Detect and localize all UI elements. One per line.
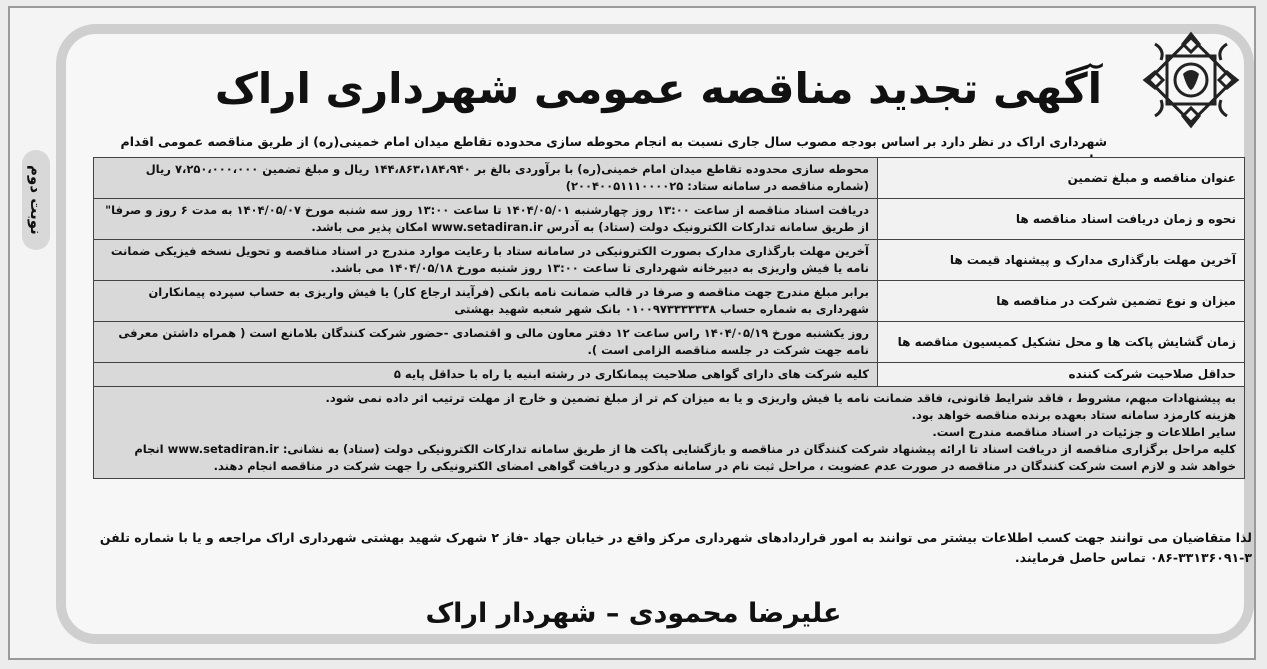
tender-info-table: [93, 157, 1245, 479]
notes-row: [94, 387, 1245, 479]
row-label: عنوان مناقصه و مبلغ تضمین: [878, 158, 1245, 199]
intro-text: شهرداری اراک در نظر دارد بر اساس بودجه مصوب سال جاری نسبت به انجام محوطه سازی محدوده تقاطع میدان امام خمینی(ره) از طریق مناقصه عمومی اقدام: [120, 134, 1107, 149]
row-value: آخرین مهلت بارگذاری مدارک بصورت الکترونیکی در سامانه ستاد با رعایت موارد مندرج در اسناد مناقصه و تحویل نسخه فیزیکی ضمانت نامه یا فیش واریزی به دبیرخانه شهرداری تا ساعت ۱۳:۰۰ روز شنبه مورخ ۱۴۰۴/۰۵/۱۸ می باشد.: [94, 240, 878, 281]
row-label: نحوه و زمان دریافت اسناد مناقصه ها: [878, 199, 1245, 240]
notice-title: آگهی تجدید مناقصه عمومی شهرداری اراک: [214, 64, 1103, 113]
note-item: هزینه کارمزد سامانه ستاد بعهده برنده مناقصه خواهد بود.: [911, 408, 1236, 422]
table-row: [94, 240, 1245, 281]
notes-cell: [94, 387, 1245, 479]
signature: علیرضا محمودی – شهردار اراک: [425, 598, 842, 629]
row-label: آخرین مهلت بارگذاری مدارک و پیشنهاد قیمت ها: [878, 240, 1245, 281]
table-row: [94, 281, 1245, 322]
contact-text: لذا متقاضیان می توانند جهت کسب اطلاعات بیشتر می توانند به امور قراردادهای شهرداری مرکز واقع در خیابان جهاد -فاز ۲ شهرک شهید بهشتی شهرداری اراک مراجعه و یا با شماره تلفن ۳-۳۳۱۳۶۰۹۱-۰۸۶ تماس حاصل فرمایند.: [99, 530, 1252, 565]
table-row: [94, 322, 1245, 363]
note-item: سایر اطلاعات و جزئیات در اسناد مناقصه مندرج است.: [932, 425, 1236, 439]
table-row: [94, 363, 1245, 387]
publication-round-label: نوبت دوم: [22, 150, 50, 250]
row-value: کلیه شرکت های دارای گواهی صلاحیت پیمانکاری در رشته ابنیه یا راه با حداقل پایه ۵: [94, 363, 878, 387]
row-label: حداقل صلاحیت شرکت کننده: [878, 363, 1245, 387]
municipality-logo-icon: [1141, 30, 1241, 130]
row-label: میزان و نوع تضمین شرکت در مناقصه ها: [878, 281, 1245, 322]
row-label: زمان گشایش پاکت ها و محل تشکیل کمیسیون مناقصه ها: [878, 322, 1245, 363]
table-row: [94, 199, 1245, 240]
table-row: [94, 158, 1245, 199]
row-value: برابر مبلغ مندرج جهت مناقصه و صرفا در قالب ضمانت نامه بانکی (فرآیند ارجاع کار) یا فیش واریزی به حساب سپرده پیمانکاران شهرداری به شماره حساب ۰۱۰۰۹۷۳۳۳۳۳۳۸ بانک شهر شعبه شهید بهشتی: [94, 281, 878, 322]
note-item: کلیه مراحل برگزاری مناقصه از دریافت اسناد تا ارائه پیشنهاد شرکت کنندگان در مناقصه و بازگشایی پاکت ها از طریق سامانه تدارکات الکترونیکی دولت (ستاد) به نشانی: www.setadiran.ir انجام خواهد شد و لازم است شرکت کنندگان در مناقصه در صورت عدم عضویت ، مراحل ثبت نام در سامانه مذکور و دریافت گواهی امضای الکترونیکی را جهت شرکت در مناقصه انجام دهند.: [134, 442, 1236, 473]
row-value: دریافت اسناد مناقصه از ساعت ۱۳:۰۰ روز چهارشنبه ۱۴۰۴/۰۵/۰۱ تا ساعت ۱۳:۰۰ روز سه شنبه مورخ ۱۴۰۴/۰۵/۰۷ به مدت ۶ روز و صرفا" از طریق سامانه تدارکات الکترونیک دولت (ستاد) به آدرس www.setadiran.ir امکان پذیر می باشد.: [94, 199, 878, 240]
row-value: روز یکشنبه مورخ ۱۴۰۴/۰۵/۱۹ راس ساعت ۱۲ دفتر معاون مالی و اقتصادی -حضور شرکت کنندگان بلامانع است ( همراه داشتن معرفی نامه جهت شرکت در جلسه مناقصه الزامی است ).: [94, 322, 878, 363]
row-value: محوطه سازی محدوده تقاطع میدان امام خمینی(ره) با برآوردی بالغ بر ۱۴۴،۸۶۳،۱۸۴،۹۴۰ ریال و مبلغ تضمین ۷،۲۵۰،۰۰۰،۰۰۰ ریال (شماره مناقصه در سامانه ستاد: ۲۰۰۴۰۰۵۱۱۱۰۰۰۰۲۵): [94, 158, 878, 199]
note-item: به پیشنهادات مبهم، مشروط ، فاقد شرایط قانونی، فاقد ضمانت نامه یا فیش واریزی و یا به میزان کم تر از مبلغ تضمین و خارج از مهلت ترتیب اثر داده نمی شود.: [325, 391, 1236, 405]
